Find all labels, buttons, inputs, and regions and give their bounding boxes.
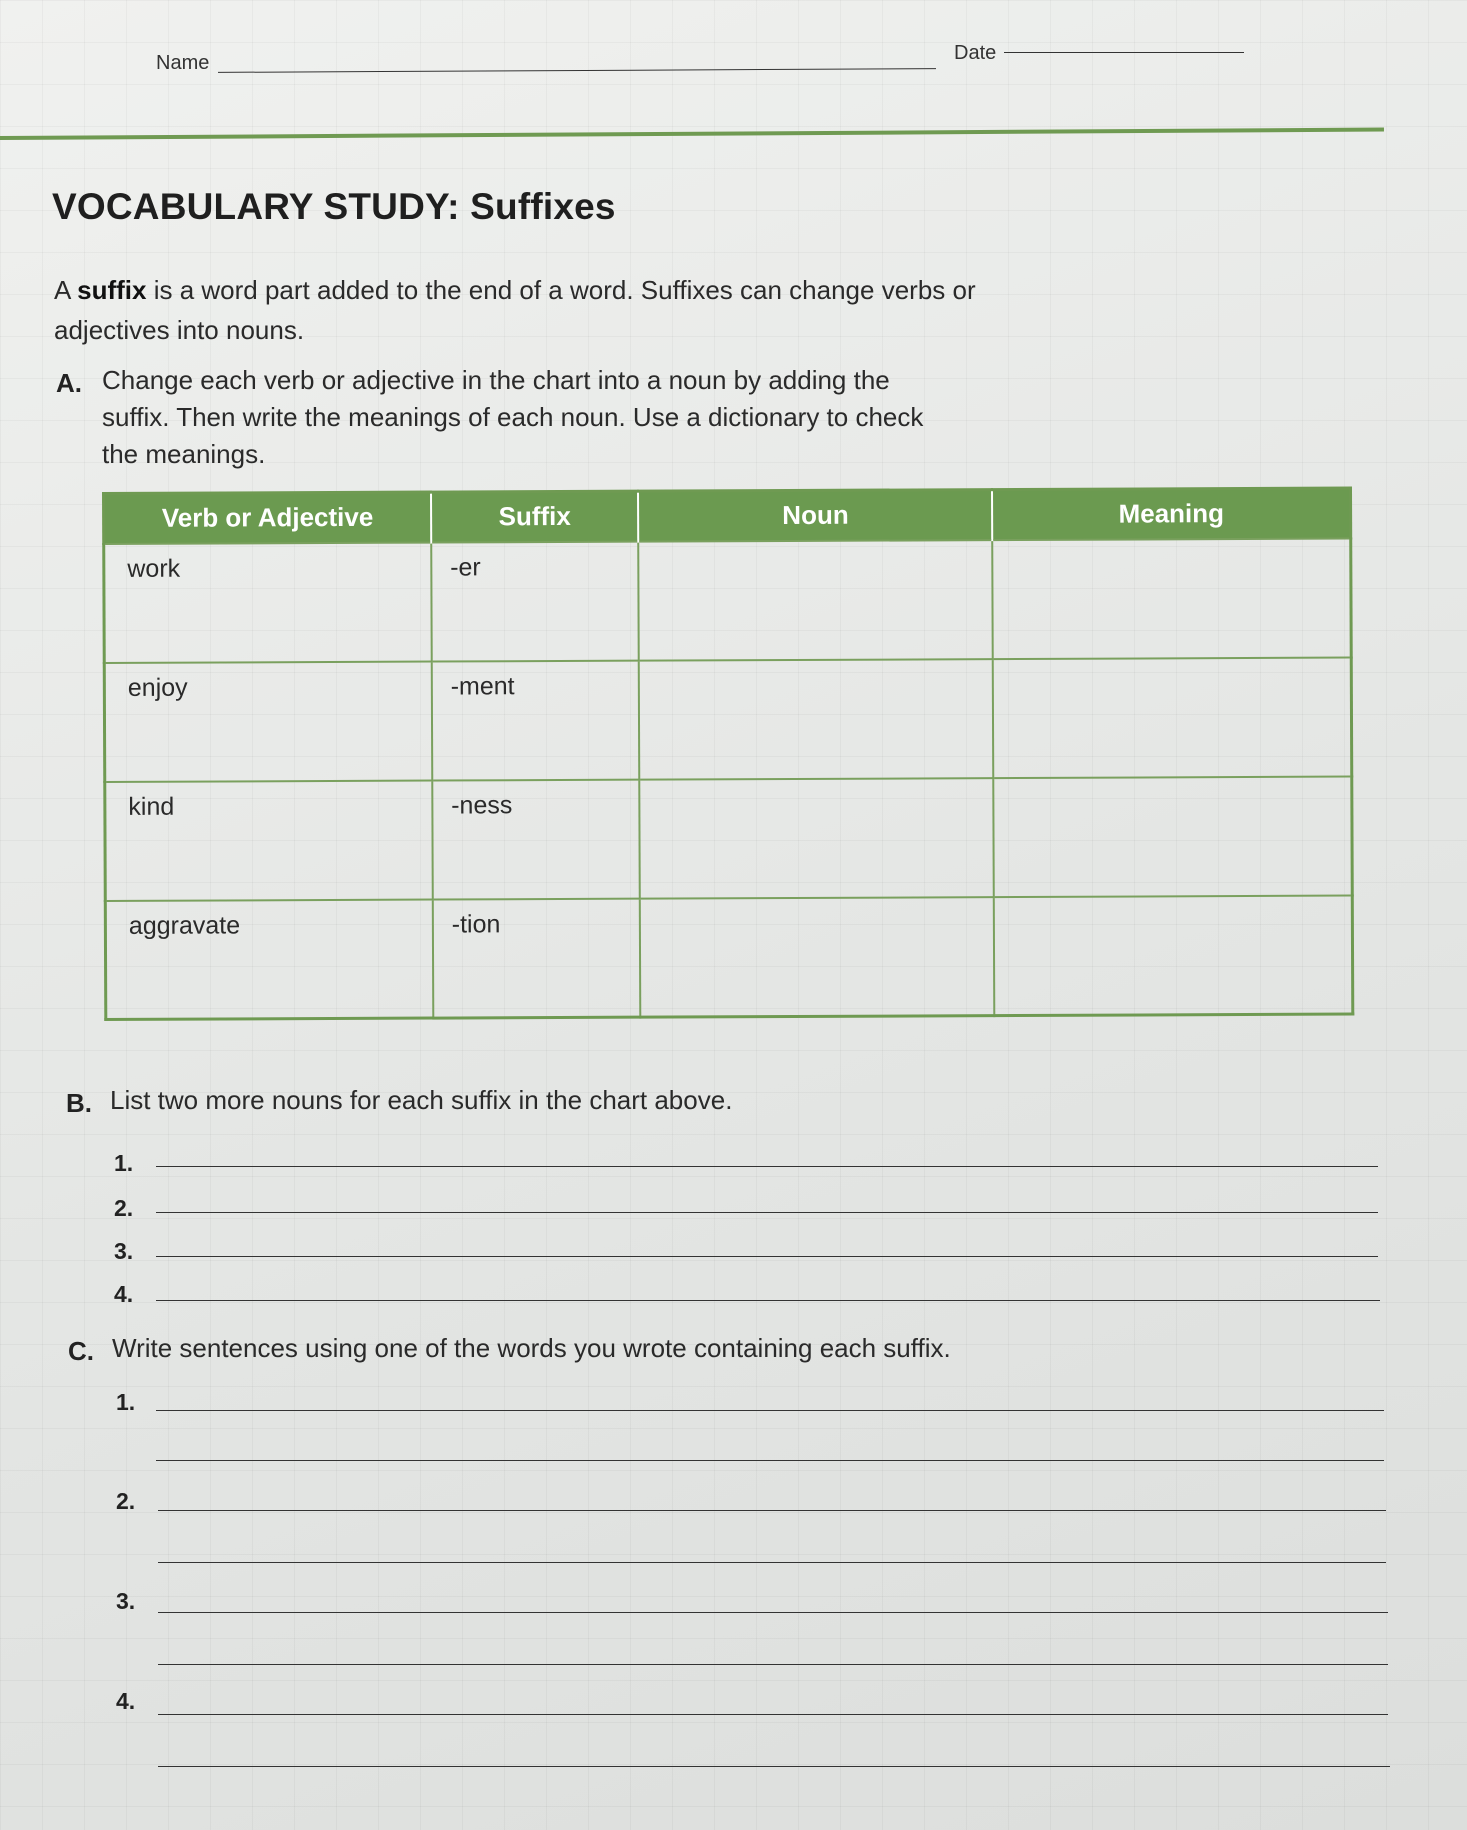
date-label: Date (954, 42, 997, 64)
meaning-cell[interactable] (994, 776, 1353, 897)
section-c-answer-line[interactable] (158, 1510, 1386, 1511)
suffix-cell: -ment (432, 660, 640, 780)
section-b-answer-line[interactable] (156, 1166, 1378, 1167)
chart-header-row (104, 488, 1351, 543)
section-b-item-number: 4. (114, 1281, 134, 1307)
section-c-answer-line[interactable] (158, 1664, 1388, 1665)
noun-cell[interactable] (640, 778, 995, 899)
section-a-line-2: suffix. Then write the meanings of each noun. Use a dictionary to check (102, 402, 924, 432)
section-a-instructions (102, 362, 1102, 473)
section-c-item-number: 1. (116, 1389, 136, 1415)
intro-paragraph (54, 270, 1014, 350)
section-b-item-number: 2. (114, 1195, 134, 1221)
table-row (104, 538, 1352, 662)
intro-post: is a word part added to the end of a word. Suffixes can change verbs or adjectives into nouns. (54, 275, 976, 345)
section-c-item-number: 3. (116, 1588, 136, 1614)
noun-cell[interactable] (640, 897, 995, 1018)
header-suffix: Suffix (431, 491, 639, 542)
word-cell: enjoy (104, 661, 432, 781)
intro-pre: A (54, 275, 78, 305)
noun-cell[interactable] (639, 659, 994, 780)
meaning-cell[interactable] (993, 538, 1352, 659)
suffix-cell: -er (431, 541, 639, 661)
header-noun: Noun (638, 490, 992, 542)
name-field[interactable] (218, 68, 936, 73)
section-b-answer-line[interactable] (156, 1212, 1378, 1213)
section-c-instructions: Write sentences using one of the words you wrote containing each suffix. (112, 1333, 951, 1363)
section-c-answer-line[interactable] (156, 1410, 1384, 1411)
section-c-answer-line[interactable] (156, 1460, 1384, 1461)
intro-term: suffix (77, 275, 147, 305)
section-a-line-3: the meanings. (102, 439, 266, 469)
suffix-cell: -tion (433, 898, 641, 1018)
header-divider (0, 128, 1384, 140)
section-b-item-number: 3. (114, 1238, 134, 1264)
section-b-instructions: List two more nouns for each suffix in the chart above. (110, 1085, 733, 1115)
section-b-item-number: 1. (114, 1150, 134, 1176)
page-title: VOCABULARY STUDY: Suffixes (52, 186, 616, 227)
meaning-cell[interactable] (993, 657, 1352, 778)
date-field[interactable] (1004, 52, 1244, 53)
section-b-answer-line[interactable] (156, 1256, 1378, 1257)
section-a-line-1: Change each verb or adjective in the chart into a noun by adding the (102, 365, 890, 395)
noun-cell[interactable] (639, 540, 994, 661)
section-b-answer-line[interactable] (156, 1300, 1380, 1301)
section-c-answer-line[interactable] (158, 1562, 1386, 1563)
header-meaning: Meaning (992, 488, 1350, 540)
section-c-item-number: 4. (116, 1688, 136, 1714)
name-label: Name (156, 52, 210, 74)
section-c-item-number: 2. (116, 1488, 136, 1514)
meaning-cell[interactable] (994, 895, 1353, 1016)
suffix-chart (102, 487, 1354, 1021)
section-a-letter: A. (56, 368, 82, 398)
word-cell: kind (105, 780, 433, 900)
header-row (0, 40, 1467, 90)
word-cell: aggravate (105, 899, 433, 1019)
word-cell: work (104, 542, 432, 662)
suffix-cell: -ness (432, 779, 640, 899)
table-row (105, 776, 1353, 900)
section-c-answer-line[interactable] (158, 1612, 1388, 1613)
header-verb-or-adjective: Verb or Adjective (104, 492, 432, 543)
section-c-letter: C. (68, 1336, 94, 1366)
table-row (104, 657, 1352, 781)
section-b-letter: B. (66, 1088, 92, 1118)
table-row (105, 895, 1353, 1019)
section-c-answer-line[interactable] (158, 1714, 1388, 1715)
section-c-answer-line[interactable] (158, 1766, 1390, 1767)
